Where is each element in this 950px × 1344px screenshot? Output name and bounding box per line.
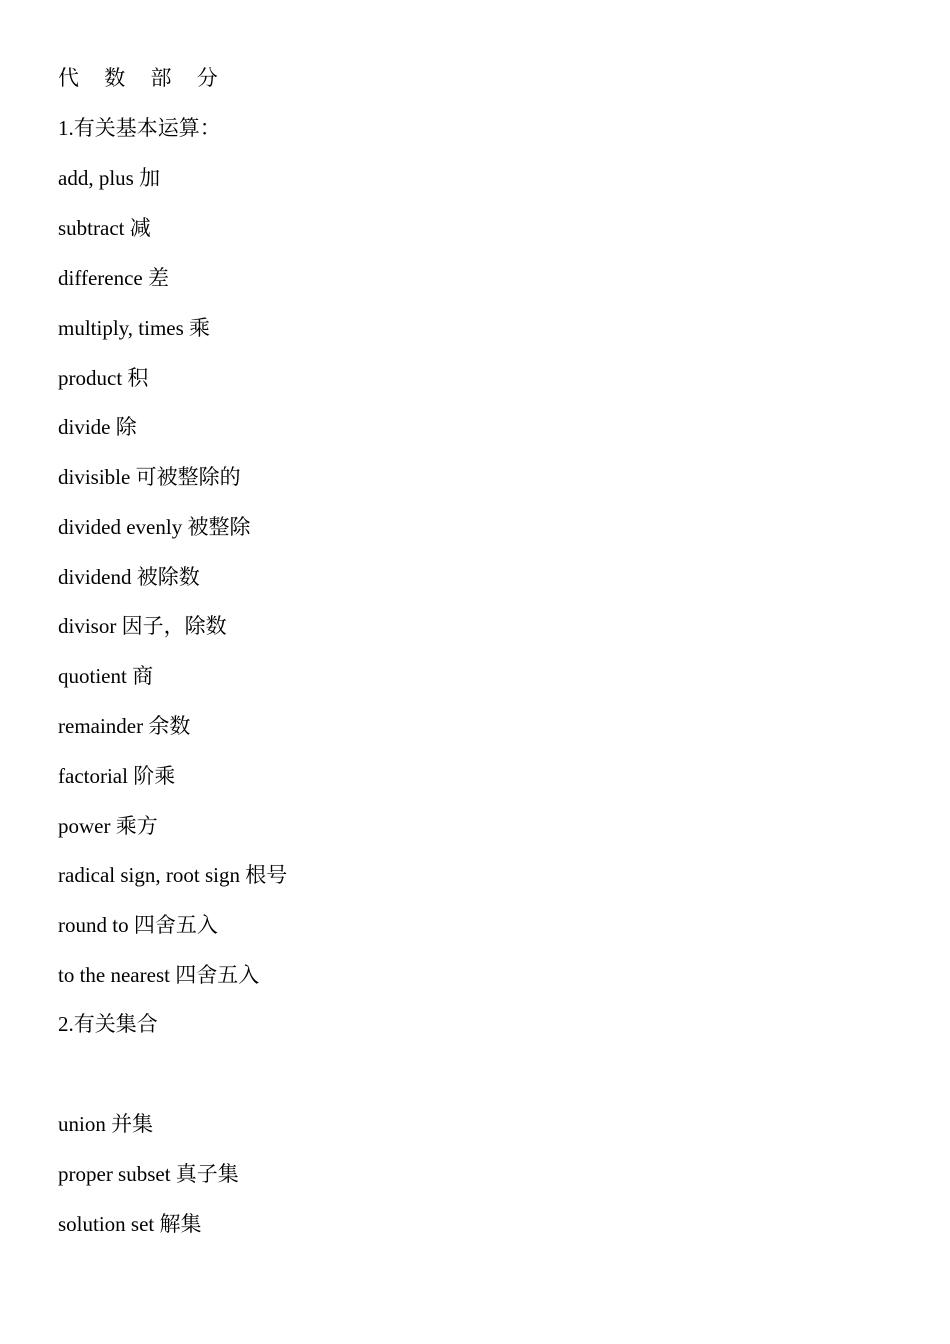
term-line: quotient 商 bbox=[58, 664, 154, 688]
term-line: add, plus 加 bbox=[58, 166, 161, 190]
term-line: proper subset 真子集 bbox=[58, 1162, 239, 1186]
term-line: divisible 可被整除的 bbox=[58, 465, 241, 489]
term-line: solution set 解集 bbox=[58, 1212, 202, 1236]
term-line: to the nearest 四舍五入 bbox=[58, 963, 260, 987]
term-line: difference 差 bbox=[58, 266, 169, 290]
term-line: union 并集 bbox=[58, 1112, 154, 1136]
term-line: round to 四舍五入 bbox=[58, 913, 218, 937]
term-line: power 乘方 bbox=[58, 814, 158, 838]
term-line: subtract 减 bbox=[58, 216, 151, 240]
term-line: remainder 余数 bbox=[58, 714, 191, 738]
term-line: factorial 阶乘 bbox=[58, 764, 176, 788]
section-heading-basic-operations: 1.有关基本运算： bbox=[58, 116, 221, 140]
term-line: dividend 被除数 bbox=[58, 565, 200, 589]
term-line: radical sign, root sign 根号 bbox=[58, 863, 288, 887]
document-title: 代 数 部 分 bbox=[58, 66, 228, 90]
term-line: product 积 bbox=[58, 366, 149, 390]
section-heading-sets: 2.有关集合 bbox=[58, 1012, 158, 1036]
term-line: divisor 因子，除数 bbox=[58, 614, 227, 638]
term-line: divided evenly 被整除 bbox=[58, 515, 251, 539]
term-line: multiply, times 乘 bbox=[58, 316, 211, 340]
term-line: divide 除 bbox=[58, 415, 137, 439]
